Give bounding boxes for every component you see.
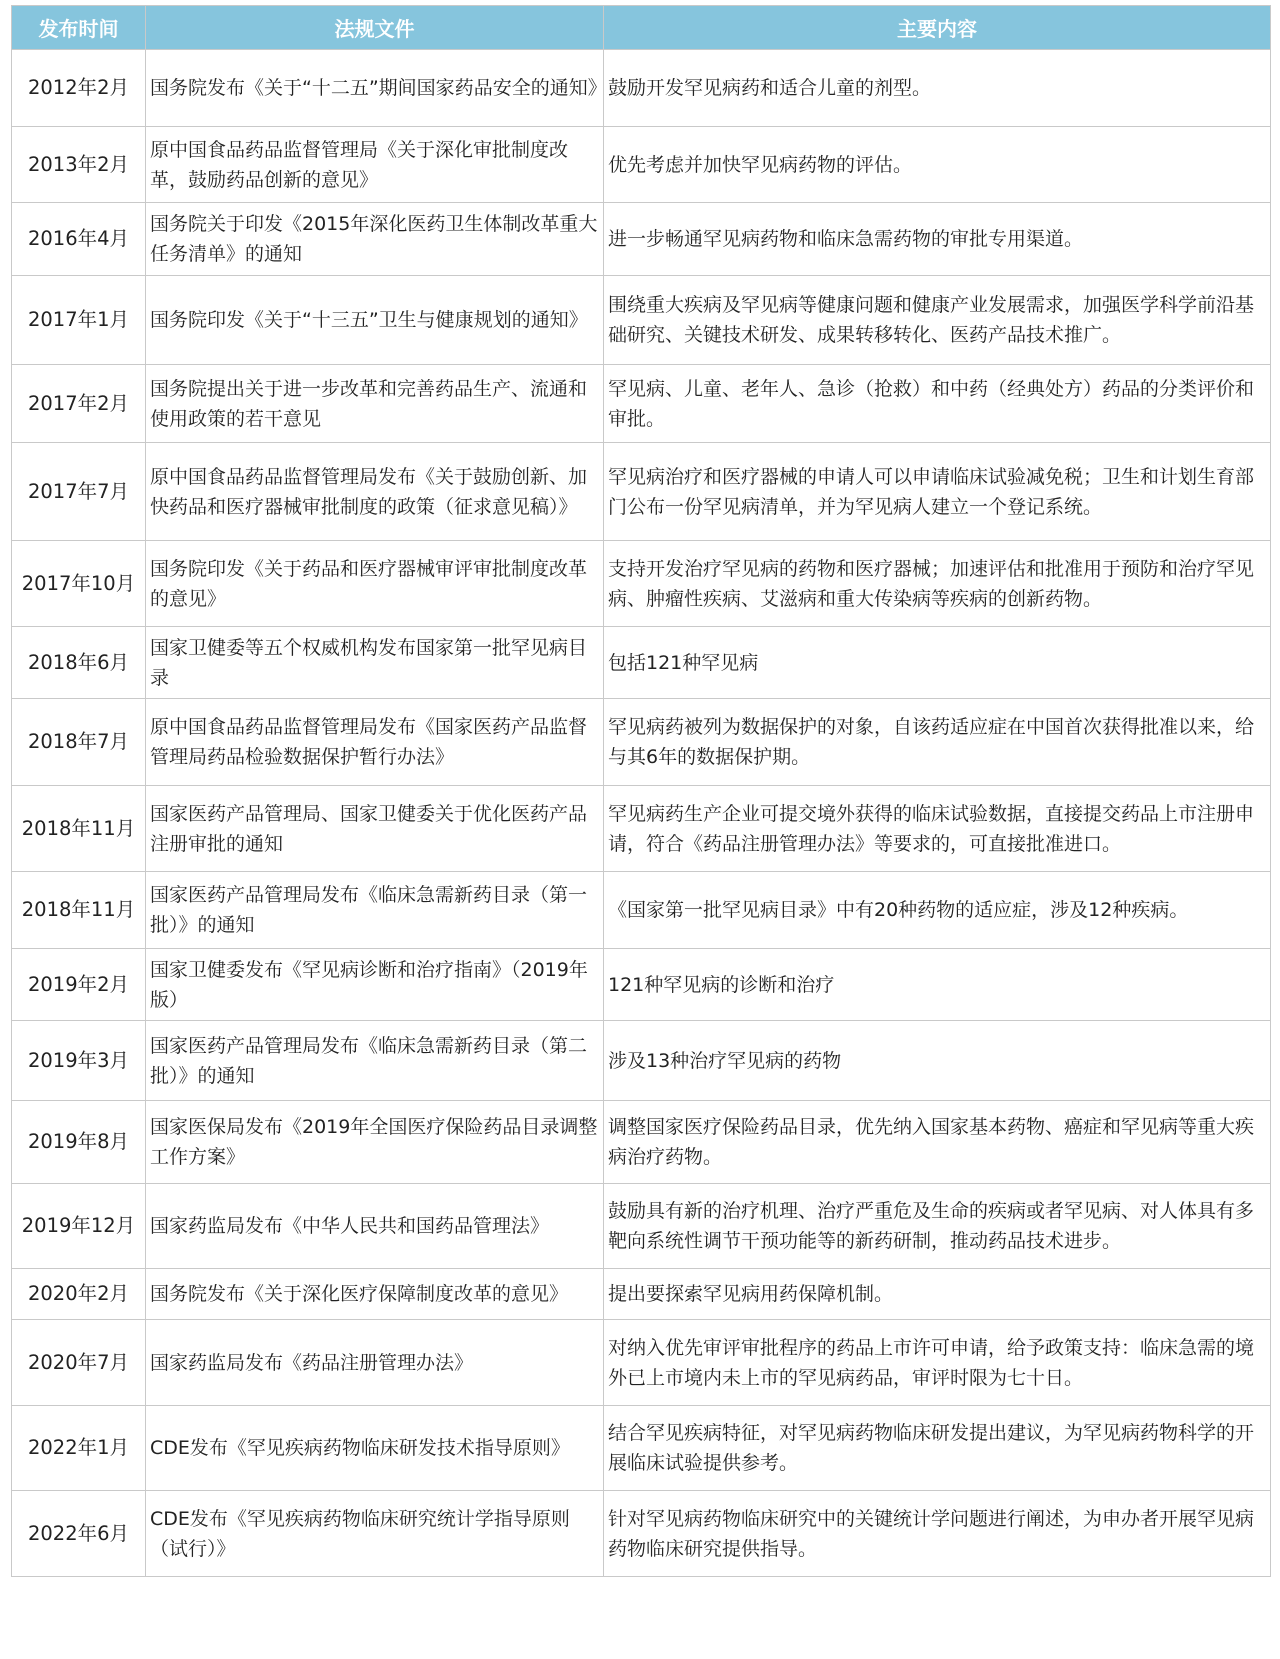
table-row	[12, 786, 1271, 872]
cell-document: 国务院提出关于进一步改革和完善药品生产、流通和使用政策的若干意见	[146, 365, 604, 443]
cell-content: 鼓励开发罕见病药和适合儿童的剂型。	[604, 50, 1271, 127]
cell-content: 进一步畅通罕见病药物和临床急需药物的审批专用渠道。	[604, 203, 1271, 276]
cell-content: 对纳入优先审评审批程序的药品上市许可申请，给予政策支持：临床急需的境外已上市境内未上市的罕见病药品，审评时限为七十日。	[604, 1320, 1271, 1406]
cell-content: 鼓励具有新的治疗机理、治疗严重危及生命的疾病或者罕见病、对人体具有多靶向系统性调节干预功能等的新药研制，推动药品技术进步。	[604, 1184, 1271, 1269]
header-date: 发布时间	[12, 6, 146, 50]
cell-date: 2018年6月	[12, 627, 146, 699]
cell-content: 结合罕见疾病特征，对罕见病药物临床研发提出建议，为罕见病药物科学的开展临床试验提供参考。	[604, 1406, 1271, 1491]
cell-document: 原中国食品药品监督管理局发布《关于鼓励创新、加快药品和医疗器械审批制度的政策（征求意见稿）》	[146, 443, 604, 541]
header-document: 法规文件	[146, 6, 604, 50]
cell-content: 围绕重大疾病及罕见病等健康问题和健康产业发展需求，加强医学科学前沿基础研究、关键技术研发、成果转移转化、医药产品技术推广。	[604, 276, 1271, 365]
cell-document: CDE发布《罕见疾病药物临床研究统计学指导原则（试行）》	[146, 1491, 604, 1577]
header-content: 主要内容	[604, 6, 1271, 50]
cell-document: 国务院关于印发《2015年深化医药卫生体制改革重大任务清单》的通知	[146, 203, 604, 276]
cell-date: 2017年10月	[12, 541, 146, 627]
cell-date: 2019年2月	[12, 949, 146, 1021]
cell-document: 国家医保局发布《2019年全国医疗保险药品目录调整工作方案》	[146, 1101, 604, 1184]
cell-date: 2012年2月	[12, 50, 146, 127]
cell-document: 国家医药产品管理局发布《临床急需新药目录（第二批）》的通知	[146, 1021, 604, 1101]
cell-date: 2020年2月	[12, 1269, 146, 1320]
table-row	[12, 1406, 1271, 1491]
header-row	[12, 6, 1271, 50]
table-row	[12, 949, 1271, 1021]
cell-date: 2018年11月	[12, 872, 146, 949]
table-row	[12, 1320, 1271, 1406]
table-row	[12, 127, 1271, 203]
cell-document: 国务院发布《关于“十二五”期间国家药品安全的通知》	[146, 50, 604, 127]
cell-content: 包括121种罕见病	[604, 627, 1271, 699]
cell-date: 2018年11月	[12, 786, 146, 872]
cell-date: 2017年2月	[12, 365, 146, 443]
table-row	[12, 1101, 1271, 1184]
cell-content: 罕见病药生产企业可提交境外获得的临床试验数据，直接提交药品上市注册申请，符合《药品注册管理办法》等要求的，可直接批准进口。	[604, 786, 1271, 872]
table-row	[12, 1269, 1271, 1320]
table-row	[12, 541, 1271, 627]
policy-table	[11, 5, 1271, 1577]
cell-document: 国家药监局发布《中华人民共和国药品管理法》	[146, 1184, 604, 1269]
cell-content: 调整国家医疗保险药品目录，优先纳入国家基本药物、癌症和罕见病等重大疾病治疗药物。	[604, 1101, 1271, 1184]
table-row	[12, 1184, 1271, 1269]
cell-document: 国家医药产品管理局发布《临床急需新药目录（第一批）》的通知	[146, 872, 604, 949]
cell-content: 罕见病、儿童、老年人、急诊（抢救）和中药（经典处方）药品的分类评价和审批。	[604, 365, 1271, 443]
table-row	[12, 1491, 1271, 1577]
cell-document: 原中国食品药品监督管理局《关于深化审批制度改革，鼓励药品创新的意见》	[146, 127, 604, 203]
table-row	[12, 365, 1271, 443]
cell-date: 2016年4月	[12, 203, 146, 276]
cell-document: 国务院印发《关于药品和医疗器械审评审批制度改革的意见》	[146, 541, 604, 627]
table-row	[12, 443, 1271, 541]
cell-document: 原中国食品药品监督管理局发布《国家医药产品监督管理局药品检验数据保护暂行办法》	[146, 699, 604, 786]
cell-date: 2017年7月	[12, 443, 146, 541]
cell-date: 2022年6月	[12, 1491, 146, 1577]
cell-date: 2018年7月	[12, 699, 146, 786]
cell-content: 针对罕见病药物临床研究中的关键统计学问题进行阐述，为申办者开展罕见病药物临床研究提供指导。	[604, 1491, 1271, 1577]
cell-document: 国家卫健委等五个权威机构发布国家第一批罕见病目录	[146, 627, 604, 699]
cell-content: 罕见病药被列为数据保护的对象，自该药适应症在中国首次获得批准以来，给与其6年的数据保护期。	[604, 699, 1271, 786]
cell-content: 涉及13种治疗罕见病的药物	[604, 1021, 1271, 1101]
cell-document: 国家医药产品管理局、国家卫健委关于优化医药产品注册审批的通知	[146, 786, 604, 872]
cell-document: 国家卫健委发布《罕见病诊断和治疗指南》（2019年版）	[146, 949, 604, 1021]
cell-content: 121种罕见病的诊断和治疗	[604, 949, 1271, 1021]
cell-document: 国务院印发《关于“十三五”卫生与健康规划的通知》	[146, 276, 604, 365]
table-row	[12, 1021, 1271, 1101]
cell-date: 2020年7月	[12, 1320, 146, 1406]
cell-date: 2019年8月	[12, 1101, 146, 1184]
cell-content: 提出要探索罕见病用药保障机制。	[604, 1269, 1271, 1320]
cell-date: 2022年1月	[12, 1406, 146, 1491]
cell-document: CDE发布《罕见疾病药物临床研发技术指导原则》	[146, 1406, 604, 1491]
table-row	[12, 203, 1271, 276]
cell-content: 支持开发治疗罕见病的药物和医疗器械；加速评估和批准用于预防和治疗罕见病、肿瘤性疾病、艾滋病和重大传染病等疾病的创新药物。	[604, 541, 1271, 627]
table-row	[12, 872, 1271, 949]
table-row	[12, 276, 1271, 365]
cell-content: 《国家第一批罕见病目录》中有20种药物的适应症，涉及12种疾病。	[604, 872, 1271, 949]
cell-date: 2017年1月	[12, 276, 146, 365]
table-row	[12, 50, 1271, 127]
table-row	[12, 699, 1271, 786]
cell-content: 优先考虑并加快罕见病药物的评估。	[604, 127, 1271, 203]
table-row	[12, 627, 1271, 699]
table-body	[12, 50, 1271, 1577]
cell-date: 2019年12月	[12, 1184, 146, 1269]
cell-date: 2019年3月	[12, 1021, 146, 1101]
cell-document: 国家药监局发布《药品注册管理办法》	[146, 1320, 604, 1406]
cell-content: 罕见病治疗和医疗器械的申请人可以申请临床试验减免税；卫生和计划生育部门公布一份罕见病清单，并为罕见病人建立一个登记系统。	[604, 443, 1271, 541]
cell-document: 国务院发布《关于深化医疗保障制度改革的意见》	[146, 1269, 604, 1320]
cell-date: 2013年2月	[12, 127, 146, 203]
